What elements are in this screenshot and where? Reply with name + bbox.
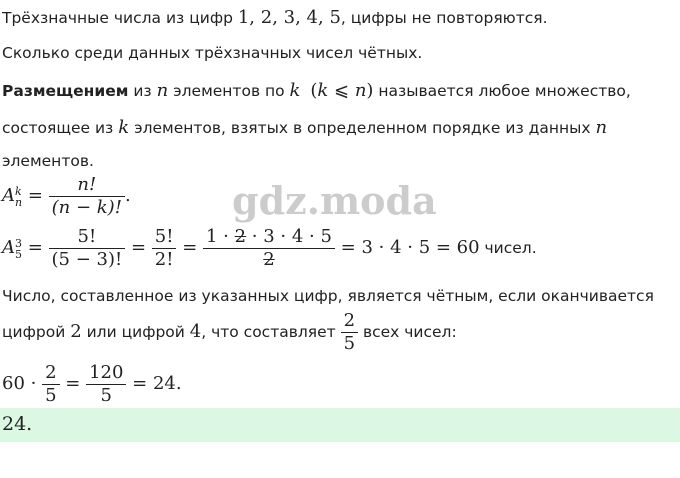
definition-line-3: элементов.	[2, 152, 94, 170]
digits: 1, 2, 3, 4, 5	[237, 7, 341, 28]
definition-line-2: состоящее из k элементов, взятых в определенном порядке из данных n	[2, 117, 608, 138]
formula-arrangements: A k n = $\frac{n!}{(n - k)!}$ .	[2, 174, 131, 218]
fraction-n-factorial: $\frac{n!}{(n - k)!}$	[49, 174, 125, 219]
paragraph-2-line-2: цифрой 2 или цифрой 4, что составляет $\frac{2}{5}$ всех чисел:	[2, 310, 457, 354]
fraction-5-over-2-factorial: $\frac{5!}{2!}$	[152, 226, 177, 271]
fraction-2-over-5: $\frac{2}{5}$	[42, 362, 59, 407]
fraction-cancelled: $\frac{1 \cdot 2 \cdot 3 \cdot 4 \cdot 5}{2}$	[203, 226, 335, 271]
watermark: gdz.moda	[232, 178, 437, 223]
definition-term: Размещением	[2, 82, 129, 100]
fraction-5-over-2: $\frac{5!}{(5 - 3)!}$	[49, 226, 126, 271]
formula-result: 60 · $\frac{2}{5}$ = $\frac{120}{5}$ = 24.	[2, 362, 182, 406]
definition-line-1: Размещением из n элементов по k (k ⩽ n) называется любое множество,	[2, 80, 631, 101]
answer-value: 24.	[2, 413, 33, 435]
problem-line-1: Трёхзначные числа из цифр 1, 2, 3, 4, 5, цифры не повторяются.	[2, 7, 548, 28]
problem-line-2: Сколько среди данных трёхзначных чисел чётных.	[2, 44, 423, 62]
fraction-two-fifths: $\frac{2}{5}$	[341, 310, 358, 355]
fraction-120-over-5: $\frac{120}{5}$	[86, 362, 126, 407]
paragraph-2-line-1: Число, составленное из указанных цифр, является чётным, если оканчивается	[2, 287, 654, 305]
formula-calculation: A 3 5 = $\frac{5!}{(5 - 3)!}$ = $\frac{5!}{2!}$ = $\frac{1 \cdot 2 \cdot 3 \cdot 4 \cdot 5}{2}$ = 3 · 4 · 5 = 60 чисел.	[2, 226, 537, 270]
answer-box	[0, 408, 680, 442]
